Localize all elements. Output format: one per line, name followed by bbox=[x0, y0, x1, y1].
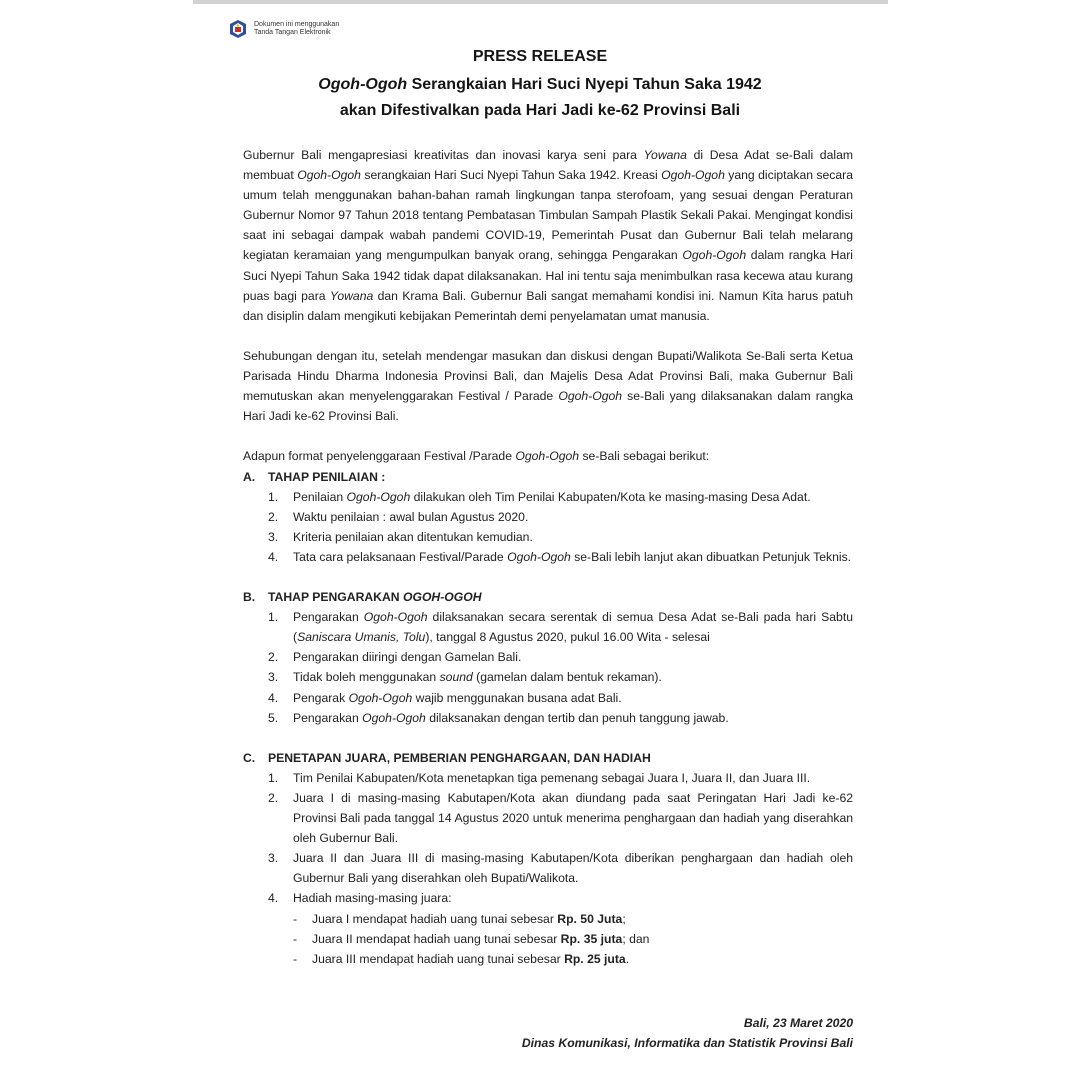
paragraph-1: Gubernur Bali mengapresiasi kreativitas dan inovasi karya seni para Yowana di Desa Adat se-Bali dalam membuat Ogoh-Ogoh serangkaian Hari Suci Nyepi Tahun Saka 1942. Kreasi Ogoh-Ogoh yang diciptakan secara umum telah menggunakan bahan-bahan ramah lingkungan tanpa sterofoam, yang sesuai dengan Peraturan Gubernur Nomor 97 Tahun 2018 tentang Pembatasan Timbulan Sampah Plastik Sekali Pakai. Mengingat kondisi saat ini sebagai dampak wabah pandemi COVID-19, Pemerintah Pusat dan Gubernur Bali telah melarang kegiatan keramaian yang mengumpulkan banyak orang, sehingga Pengarakan Ogoh-Ogoh dalam rangka Hari Suci Nyepi Tahun Saka 1942 tidak dapat dilaksanakan. Hal ini tentu saja menimbulkan rasa kecewa atau kurang puas bagi para Yowana dan Krama Bali. Gubernur Bali sangat memahami kondisi ini. Namun Kita harus patuh dan disiplin dalam mengikuti kebijakan Pemerintah demi penyelamatan umat manusia. bbox=[243, 148, 853, 323]
section-a-item-1-marker: 1. bbox=[268, 489, 279, 504]
section-b-item-5-text: Pengarakan Ogoh-Ogoh dilaksanakan dengan tertib dan penuh tanggung jawab. bbox=[293, 710, 729, 725]
section-c-heading-marker: C. bbox=[243, 750, 256, 765]
document-body bbox=[243, 145, 853, 969]
section-a-item-2 bbox=[243, 507, 853, 527]
section-b-item-1-marker: 1. bbox=[268, 610, 279, 625]
section-a-item-4-text: Tata cara pelaksanaan Festival/Parade Ogoh-Ogoh se-Bali lebih lanjut akan dibuatkan Petunjuk Teknis. bbox=[293, 549, 852, 564]
section-b-item-2-marker: 2. bbox=[268, 650, 279, 665]
section-c-item-4 bbox=[243, 888, 853, 908]
section-b-item-4-text: Pengarak Ogoh-Ogoh wajib menggunakan busana adat Bali. bbox=[293, 690, 622, 705]
section-b-item-3-marker: 3. bbox=[268, 670, 279, 685]
section-b-item-5 bbox=[243, 708, 853, 728]
section-a-heading-marker: A. bbox=[243, 469, 256, 484]
press-release-title: PRESS RELEASE bbox=[472, 48, 608, 65]
section-b-item-4-marker: 4. bbox=[268, 690, 279, 705]
prize-item-1-text: Juara I mendapat hadiah uang tunai sebesar Rp. 50 Juta; bbox=[312, 911, 626, 926]
section-a-item-2-text: Waktu penilaian : awal bulan Agustus 2020. bbox=[293, 509, 529, 524]
sections-list bbox=[243, 467, 853, 969]
section-b-item-5-marker: 5. bbox=[268, 710, 279, 725]
logo-text-line1: Dokumen ini menggunakan bbox=[254, 21, 340, 28]
section-c-item-4-text: Hadiah masing-masing juara: bbox=[293, 891, 452, 906]
prize-item-3 bbox=[243, 949, 853, 969]
section-c-item-2-marker: 2. bbox=[268, 791, 279, 805]
section-c-item-4-marker: 4. bbox=[268, 891, 279, 906]
section-c-heading-text: PENETAPAN JUARA, PEMBERIAN PENGHARGAAN, DAN HADIAH bbox=[268, 750, 651, 765]
paragraph-2: Sehubungan dengan itu, setelah mendengar masukan dan diskusi dengan Bupati/Walikota Se-Bali serta Ketua Parisada Hindu Dharma Indonesia Provinsi Bali, dan Majelis Desa Adat Provinsi Bali, maka Gubernur Bali memutuskan akan menyelenggarakan Festival / Parade Ogoh-Ogoh se-Bali yang dilaksanakan dalam rangka Hari Jadi ke-62 Provinsi Bali. bbox=[243, 348, 854, 424]
section-a-heading bbox=[243, 467, 853, 487]
prize-item-2-text: Juara II mendapat hadiah uang tunai sebesar Rp. 35 juta; dan bbox=[312, 931, 650, 946]
section-c-item-1-marker: 1. bbox=[268, 770, 279, 785]
logo-text-line2: Tanda Tangan Elektronik bbox=[254, 29, 331, 36]
section-b-item-2 bbox=[243, 647, 853, 667]
signature-issuer: Dinas Komunikasi, Informatika dan Statistik Provinsi Bali bbox=[521, 1036, 853, 1050]
section-b-item-3-text: Tidak boleh menggunakan sound (gamelan dalam bentuk rekaman). bbox=[293, 670, 662, 685]
top-border bbox=[193, 0, 888, 4]
section-a-item-4 bbox=[243, 547, 853, 567]
section-a-item-1 bbox=[243, 487, 853, 507]
section-c-heading bbox=[243, 748, 853, 768]
section-a-heading-text: TAHAP PENILAIAN : bbox=[268, 469, 386, 484]
press-release-subtitle-line2: akan Difestivalkan pada Hari Jadi ke-62 Provinsi Bali bbox=[339, 102, 741, 119]
section-a-item-3-marker: 3. bbox=[268, 529, 279, 544]
section-c-item-3-marker: 3. bbox=[268, 851, 279, 866]
section-c-item-3 bbox=[243, 848, 853, 888]
section-a-item-3-text: Kriteria penilaian akan ditentukan kemudian. bbox=[293, 529, 533, 544]
prize-item-1-marker: - bbox=[293, 911, 298, 926]
prize-item-2 bbox=[243, 929, 853, 949]
section-b-item-4 bbox=[243, 688, 853, 708]
press-release-subtitle: Ogoh-Ogoh Serangkaian Hari Suci Nyepi Tahun Saka 1942 bbox=[318, 76, 762, 93]
section-b-item-1-text: Pengarakan Ogoh-Ogoh dilaksanakan secara serentak di semua Desa Adat se-Bali pada hari Sabtu (Saniscara Umanis, Tolu), tanggal 8 Agustus 2020, pukul 16.00 Wita - selesai bbox=[293, 610, 853, 645]
section-a-item-2-marker: 2. bbox=[268, 509, 279, 524]
prize-item-1 bbox=[243, 909, 853, 929]
prize-item-3-text: Juara III mendapat hadiah uang tunai sebesar Rp. 25 juta. bbox=[312, 951, 630, 966]
section-b-heading-text: TAHAP PENGARAKAN OGOH-OGOH bbox=[268, 590, 482, 605]
section-c-item-1 bbox=[243, 768, 853, 788]
section-b-heading-marker: B. bbox=[243, 590, 256, 605]
section-c-item-2-text: Juara I di masing-masing Kabutapen/Kota akan diundang pada saat Peringatan Hari Jadi ke-62 Provinsi Bali pada tanggal 14 Agustus 2020 untuk menerima penghargaan dan hadiah yang diserahkan oleh Gubernur Bali. bbox=[293, 791, 853, 846]
prize-item-2-marker: - bbox=[293, 931, 298, 946]
section-b-item-2-text: Pengarakan diiringi dengan Gamelan Bali. bbox=[293, 650, 522, 665]
e-signature-logo bbox=[228, 19, 339, 39]
format-intro: Adapun format penyelenggaraan Festival /Parade Ogoh-Ogoh se-Bali sebagai berikut: bbox=[243, 449, 710, 464]
bsre-seal-icon bbox=[228, 19, 248, 39]
section-c-item-1-text: Tim Penilai Kabupaten/Kota menetapkan tiga pemenang sebagai Juara I, Juara II, dan Juara III. bbox=[293, 770, 811, 785]
section-a-item-3 bbox=[243, 527, 853, 547]
signature-date: Bali, 23 Maret 2020 bbox=[743, 1016, 853, 1030]
section-c-item-3-text: Juara II dan Juara III di masing-masing Kabutapen/Kota diberikan penghargaan dan hadiah oleh Gubernur Bali yang diserahkan oleh Bupati/Walikota. bbox=[293, 851, 853, 886]
section-a-item-4-marker: 4. bbox=[268, 549, 279, 564]
section-c-item-2 bbox=[243, 788, 853, 848]
section-b-heading bbox=[243, 587, 853, 607]
section-a-item-1-text: Penilaian Ogoh-Ogoh dilakukan oleh Tim Penilai Kabupaten/Kota ke masing-masing Desa Adat. bbox=[293, 489, 811, 504]
prize-item-3-marker: - bbox=[293, 951, 298, 966]
section-b-item-3 bbox=[243, 667, 853, 687]
section-b-item-1 bbox=[243, 607, 853, 647]
